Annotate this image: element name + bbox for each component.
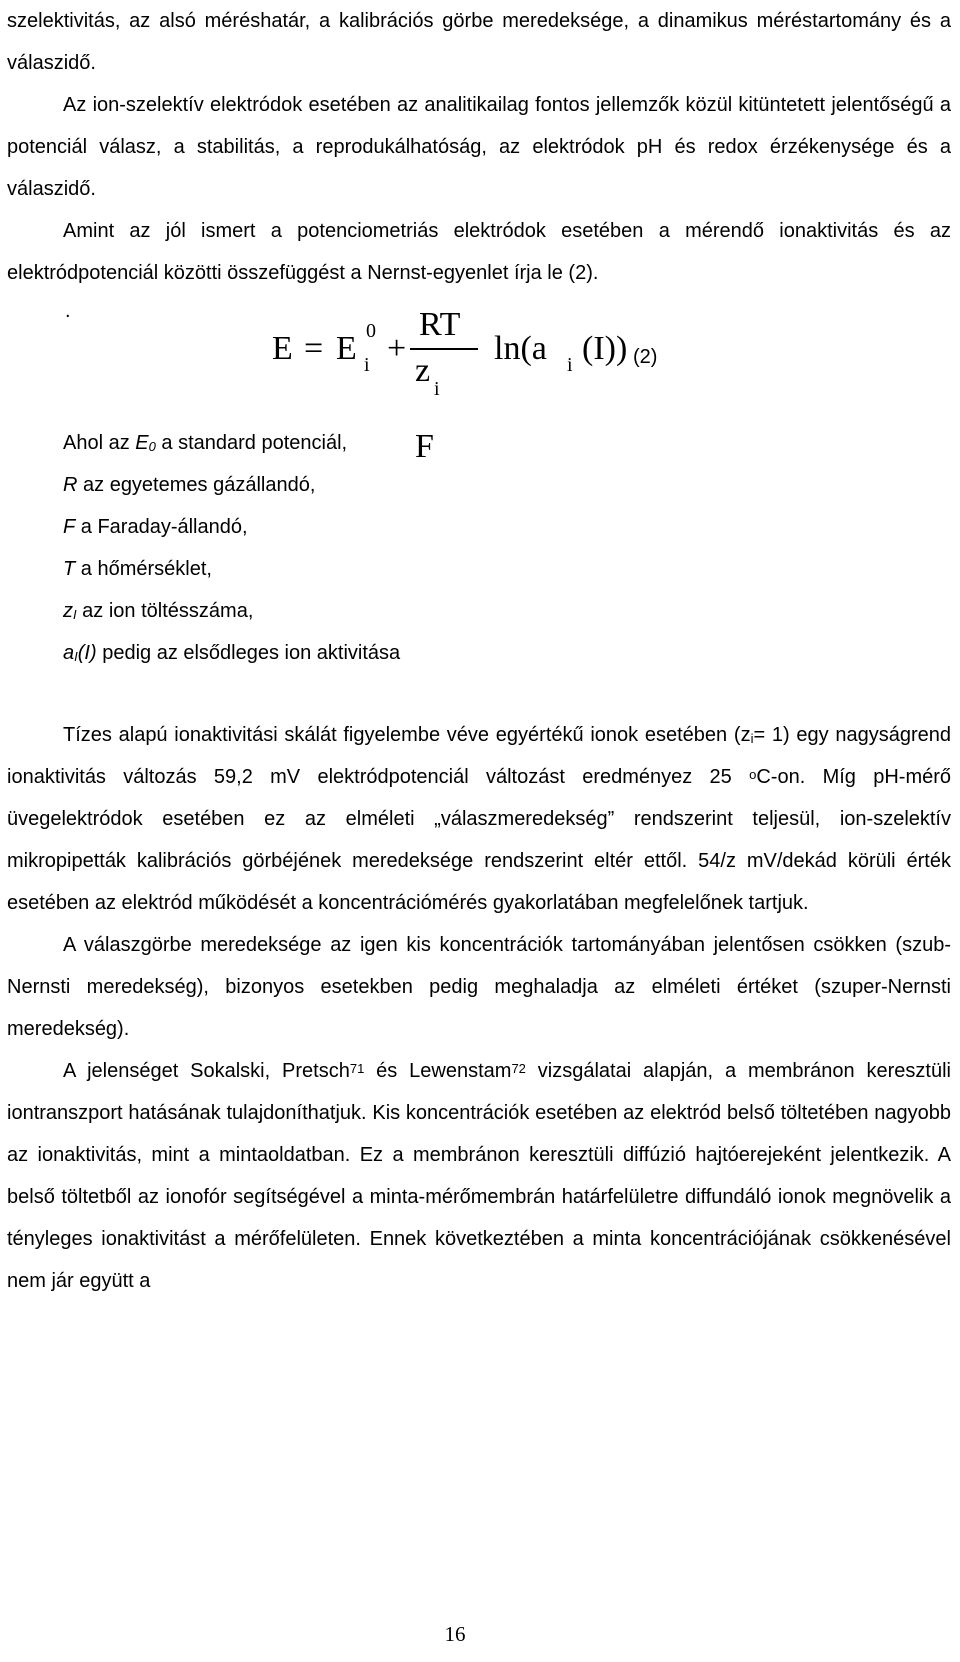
definition-e0: Ahol az $E_0$ a standard potenciál, bbox=[63, 432, 348, 454]
eq-activity-subscript: i bbox=[567, 354, 573, 376]
eq-denominator-subscript: i bbox=[434, 378, 440, 400]
eq-plus: + bbox=[387, 330, 407, 367]
equation-number: (2) bbox=[633, 346, 658, 368]
eq-subscript-i: i bbox=[364, 354, 370, 376]
definition-f: F a Faraday-állandó, bbox=[63, 516, 248, 538]
definition-t: T a hőmérséklet, bbox=[63, 558, 212, 580]
page-number: 16 bbox=[444, 1622, 466, 1646]
eq-denominator: zF bbox=[415, 352, 434, 465]
eq-fraction-bar bbox=[410, 348, 478, 350]
eq-numerator: RT bbox=[419, 306, 461, 343]
stray-dot: . bbox=[65, 300, 71, 322]
eq-equals: = bbox=[304, 330, 324, 367]
spacer bbox=[7, 674, 951, 714]
eq-ion-argument: (I)) bbox=[582, 330, 628, 367]
eq-ln: ln(a bbox=[494, 330, 547, 367]
paragraph-slope: Tízes alapú ionaktivitási skálát figyelembe véve egyértékű ionok esetében $(z_i= 1)$ egy nagyságrend ionaktivitás változás 59,2 mV elektródpotenciál változást eredményez 25 $^o$C-on. Míg pH-mérő üvegelektródok esetében ez az elméleti „válaszmeredekség” rendszerint teljesül, ion-szelektív mikropipetták kalibrációs görbéjének meredeksége rendszerint eltér ettől. 54/z mV/dekád körüli érték esetében az elektród működését a koncentrációmérés gyakorlatában megfelelőnek tartjuk. bbox=[7, 724, 952, 914]
definition-z: $z_I$ az ion töltésszáma, bbox=[63, 600, 254, 622]
document-page bbox=[7, 0, 951, 1302]
eq-lhs: E bbox=[272, 330, 293, 367]
paragraph-sokalski: A jelenséget Sokalski, Pretsch$^{71}$ és Lewenstam$^{72}$ vizsgálatai alapján, a membránon keresztüli iontranszport hatásának tulajdoníthatjuk. Kis koncentrációk esetében az elektród belső töltetében nagyobb az ionaktivitás, mint a mintaoldatban. Ez a membránon keresztüli diffúzió hajtóerejeként jelentkezik. A belső töltetből az ionofór segítségével a minta-mérőmembrán határfelületre diffundáló ionok megnövelik a tényleges ionaktivitást a mérőfelületen. Ennek következtében a minta koncentrációjának csökkenésével nem jár együtt a bbox=[7, 1060, 951, 1292]
definition-r: R az egyetemes gázállandó, bbox=[63, 474, 316, 496]
paragraph-nernst: Amint az jól ismert a potenciometriás elektródok esetében a mérendő ionaktivitás és az elektródpotenciál közötti összefüggést a Nernst-egyenlet írja le (2). bbox=[7, 220, 951, 284]
reference-72: 72 bbox=[511, 1061, 526, 1076]
paragraph-sub-super-nernst: A válaszgörbe meredeksége az igen kis koncentrációk tartományában jelentősen csökken (szub-Nernsti meredekség), bizonyos esetekben pedig meghaladja az elméleti értéket (szuper-Nernsti meredekség). bbox=[7, 934, 951, 1040]
definition-a: $a_I(I)$ pedig az elsődleges ion aktivitása bbox=[63, 642, 401, 664]
eq-standard-potential: E bbox=[336, 330, 357, 367]
reference-71: 71 bbox=[349, 1061, 365, 1076]
eq-superscript-zero: 0 bbox=[366, 320, 376, 342]
paragraph-intro: szelektivitás, az alsó méréshatár, a kalibrációs görbe meredeksége, a dinamikus méréstartomány és a válaszidő. bbox=[7, 10, 951, 74]
symbol-definitions bbox=[7, 422, 951, 674]
paragraph-electrode-properties: Az ion-szelektív elektródok esetében az analitikailag fontos jellemzők közül kitüntetett jelentőségű a potenciál válasz, a stabilitás, a reprodukálhatóság, az elektródok pH és redox érzékenysége és a válaszidő. bbox=[7, 94, 951, 200]
